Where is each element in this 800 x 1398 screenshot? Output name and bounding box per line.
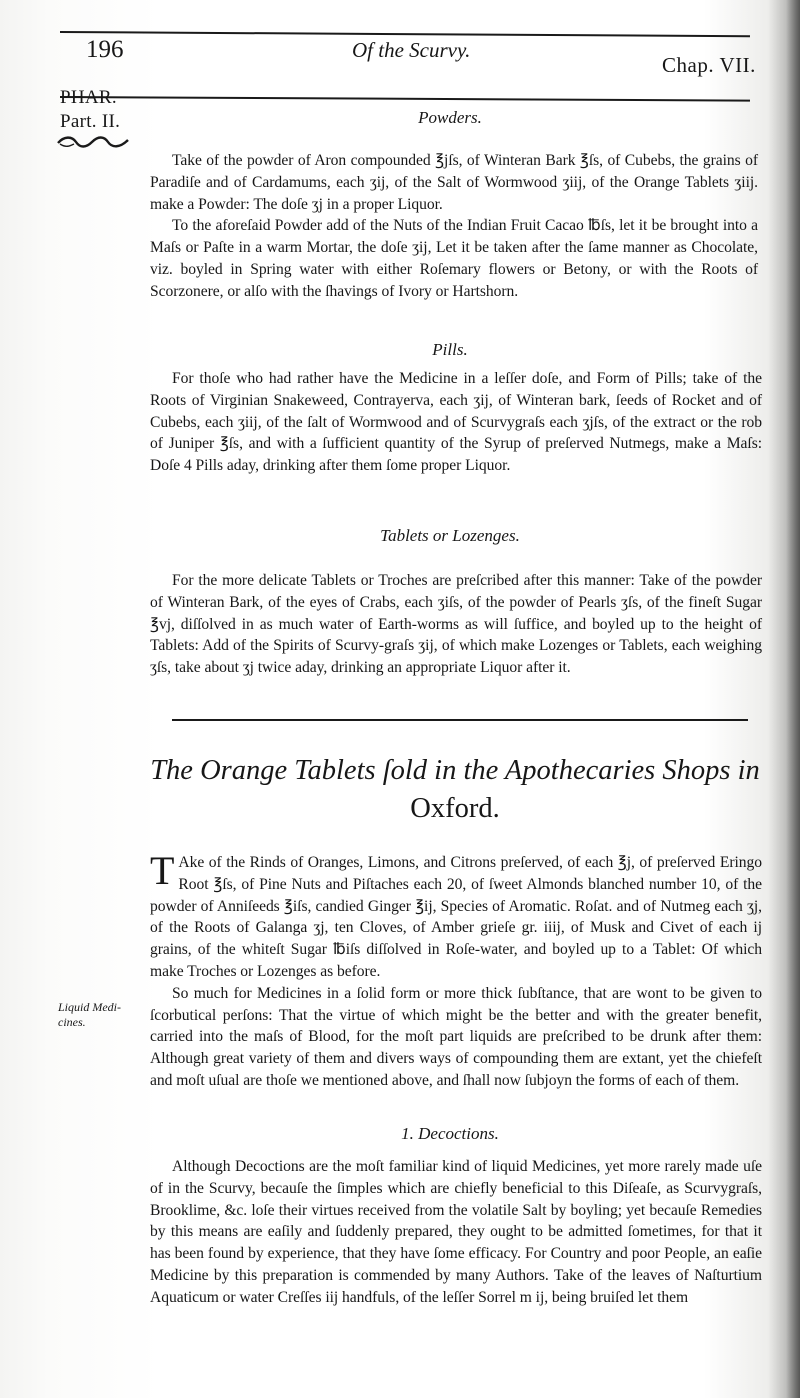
decoctions-paragraph-1: Although Decoctions are the moſt familiar kind of liquid Medicines, yet more rarely made uſe of in the Scurvy, becauſe the ſimples which are chiefly beneficial to this Diſeaſe, as Scurvygraſs, Brooklime, &c. loſe their virtues received from the volatile Salt by boyling; yet becauſe Remedies by this means are eaſily and ſuddenly prepared, they ought to be admitted ſometimes, for that it has been found by experience, that they have ſome efficacy. For Country and poor People, an eaſie Medicine by this preparation is commended by many Authors. Take of the leaves of Naſturtium Aquaticum or water Creſſes iij handfuls, of the leſſer Sorrel m ij, being bruiſed let them	[150, 1158, 762, 1306]
decoctions-body	[150, 1156, 762, 1309]
liquid-medicines-margin-note	[58, 1000, 121, 1030]
powders-paragraph-2: To the aforeſaid Powder add of the Nuts of the Indian Fruit Cacao ℔ſs, let it be brought into a Maſs or Paſte in a warm Mortar, the doſe ʒij, Let it be taken after the ſame manner as Chocolate, viz. boyled in Spring water with either Roſemary flowers or Betony, or with the Roots of Scorzonere, or alſo with the ſhavings of Ivory or Hartshorn.	[150, 217, 758, 300]
running-title: Of the Scurvy.	[352, 38, 471, 62]
liquid-note-line1: Liquid Medi-	[58, 1000, 121, 1014]
page-spine-shadow	[786, 0, 800, 1398]
powders-paragraph-1: Take of the powder of Aron compounded ℥jſs, of Winteran Bark ℥ſs, of Cubebs, the grains of Paradiſe and of Cardamums, each ʒij, of the Salt of Wormwood ʒiij, of the Orange Tablets ʒiij. make a Powder: The doſe ʒj in a proper Liquor.	[150, 152, 758, 213]
margin-part-line2: Part. II.	[60, 111, 121, 132]
tablets-heading: Tablets or Lozenges.	[380, 526, 520, 545]
chapter-label: Chap. VII.	[662, 53, 756, 77]
margin-part-line1: PHAR.	[60, 87, 117, 108]
margin-part-label	[60, 86, 120, 134]
orange-tablets-paragraph-1-text: Ake of the Rinds of Oranges, Limons, and Citrons preſerved, of each ℥j, of preſerved Eringo Root ℥ſs, of Pine Nuts and Piſtaches each 20, of ſweet Almonds blanched number 10, of the powder of Anniſeeds ℥iſs, candied Ginger ℥ij, Species of Aromatic. Roſat. and of Nutmeg each ʒj, of the Roots of Galanga ʒj, ten Cloves, of Amber grieſe gr. iiij, of Musk and Civet of each ij grains, of the whiteſt Sugar ℔iſs diſſolved in Roſe-water, and boyled up to a Tablet: Of which make Troches or Lozenges as before.	[150, 854, 762, 980]
liquid-medicines-paragraph: So much for Medicines in a ſolid form or more thick ſubſtance, that are wont to be given to ſcorbutical perſons: That the virtue of which might be the better and with the greater benefit, carried into the maſs of Blood, for the moſt part liquids are preſcribed to be drunk after them: Although great variety of them and divers ways of compounding them are extant, yet the chiefeſt and moſt uſual are thoſe we mentioned above, and ſhall now ſubjoyn the forms of each of them.	[150, 984, 762, 1089]
orange-tablets-body	[150, 848, 762, 1092]
dropcap-letter: T	[150, 848, 175, 893]
tablets-body	[150, 570, 762, 679]
liquid-note-line2: cines.	[58, 1015, 86, 1029]
pills-paragraph-1: For thoſe who had rather have the Medicine in a leſſer doſe, and Form of Pills; take of the Roots of Virginian Snakeweed, Contrayerva, each ʒij, of Winteran bark, ſeeds of Rocket and of Cubebs, each ʒiij, of the ſalt of Wormwood and of Scurvygraſs each ʒjſs, of the extract or the rob of Juniper ℥ſs, and with a ſufficient quantity of the Syrup of preſerved Nutmegs, make a Maſs: Doſe 4 Pills aday, drinking after them ſome proper Liquor.	[150, 370, 762, 475]
flourish-ornament-icon	[56, 134, 130, 155]
pills-body	[150, 368, 762, 477]
orange-tablets-title-place: Oxford.	[410, 793, 500, 824]
tablets-paragraph-1: For the more delicate Tablets or Troches are preſcribed after this manner: Take of the powder of Winteran Bark, of the eyes of Crabs, each ʒiſs, of the powder of Pearls ʒſs, of the fineſt Sugar ℥vj, diſſolved in as much water of Earth-worms as will ſuffice, and boyled up to the height of Tablets: Add of the Spirits of Scurvy-graſs ʒij, of which make Lozenges or Tablets, each weighing ʒſs, take about ʒj twice aday, drinking an appropriate Liquor after it.	[150, 572, 762, 677]
orange-tablets-paragraph-1	[150, 848, 762, 983]
orange-tablets-title	[150, 752, 760, 828]
page-number: 196	[86, 36, 124, 63]
orange-tablets-title-italic: The Orange Tablets ſold in the Apothecaries Shops in	[150, 755, 760, 786]
pills-heading: Pills.	[432, 340, 468, 359]
decoctions-heading: 1. Decoctions.	[401, 1124, 499, 1143]
powders-heading: Powders.	[418, 108, 482, 127]
powders-body	[150, 150, 758, 303]
section-divider-rule	[172, 719, 748, 721]
